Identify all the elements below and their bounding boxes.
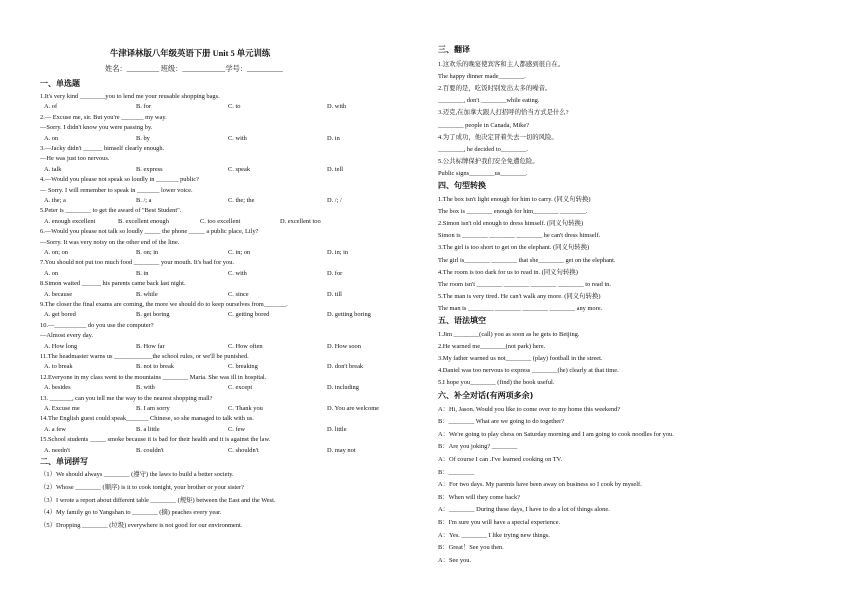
question-stem: 9.The closer the final exams are coming, the more we should do to keep ourselves from_______. — [40, 301, 288, 308]
question-stem: 7.You should not put too much food ________ your mouth. It's bad for you. — [40, 259, 234, 267]
answer-option: A. enough excellent — [44, 217, 96, 225]
spelling-item: （2）Whose ________ (顺序) is it to cook tonight, your brother or your sister? — [40, 483, 244, 491]
grammar-line: 4.Daniel was too nervous to express ________(he) clearly at that time. — [438, 367, 619, 375]
answer-option: C. since — [228, 290, 249, 298]
transformation-line: The room isn't ________ ________ ________ ________ to read in. — [438, 280, 611, 288]
question-stem: 13. _______, can you tell me the way to the nearest shopping mall? — [40, 394, 213, 402]
answer-option: C. to — [228, 103, 241, 111]
translation-line: Public signs________us________. — [438, 169, 528, 177]
answer-option: D. /; / — [327, 197, 342, 204]
answer-option: D. tell — [327, 165, 343, 173]
answer-option: B. in — [136, 269, 149, 277]
answer-option: C. shouldn't — [228, 446, 259, 454]
question-stem: —Sorry. It was very noisy on the other end of the line. — [40, 238, 180, 246]
dialogue-line: A：Of course I can .I've learned cooking on TV. — [438, 455, 563, 463]
question-stem: — Sorry. I will remember to speak in _______ lower voice. — [40, 186, 193, 194]
question-stem: 11.The headmaster warns us ____________the school rules, or we'll be punished. — [40, 353, 249, 360]
question-stem: 12.Everyone in my class went to the mountains ________ Maria. She was ill in hospital. — [40, 373, 267, 381]
answer-option: D. in; in — [327, 249, 349, 256]
answer-option: B. a little — [136, 425, 160, 433]
spelling-item: （4）My family go to Yangshan to ________ (摘) peaches every year. — [40, 509, 222, 517]
dialogue-line: B：Great！See you then. — [438, 544, 504, 552]
question-stem: 8.Simon waited ______ his parents came back last night. — [40, 280, 186, 288]
section-heading-transformation: 四、句型转换 — [438, 181, 486, 190]
answer-option: A. How long — [44, 342, 78, 350]
transformation-line: Simon is ________ ________ ________ he can't dress himself. — [438, 232, 601, 240]
translation-line: The happy dinner made________. — [438, 73, 526, 81]
answer-option: A. of — [44, 103, 58, 111]
question-stem: 3.—Jacky didn't ______ himself clearly enough. — [40, 145, 165, 152]
answer-option: B. How far — [136, 342, 165, 350]
answer-option: C. few — [228, 425, 246, 433]
translation-line: 4.为了成功，他决定冒着失去一切的风险。 — [438, 133, 558, 141]
worksheet-title: 牛津译林版八年级英语下册 Unit 5 单元训练 — [110, 49, 271, 58]
dialogue-line: A：Yes. ________ I like trying new things. — [438, 531, 550, 539]
translation-line: 2.百要的是，吃饭时别发出太多的噪音。 — [438, 85, 552, 93]
dialogue-line: B：I'm sure you will have a special experience. — [438, 518, 561, 526]
answer-option: C. with — [228, 269, 247, 277]
translation-line: 3.迈克,在加拿大跟人打招呼的恰当方式是什么? — [438, 109, 569, 117]
question-stem: 14.The English guest could speak_______ Chinese, so she managed to talk with us. — [40, 415, 254, 423]
answer-option: A. besides — [44, 384, 71, 392]
dialogue-line: A：See you. — [438, 556, 472, 564]
answer-option: D. for — [327, 269, 343, 277]
answer-option: B. by — [136, 134, 150, 142]
answer-option: D. don't break — [327, 363, 364, 371]
section-heading-grammar: 五、语法填空 — [438, 316, 486, 325]
section-heading-choice: 一、单选题 — [40, 79, 80, 88]
grammar-line: 5.I hope you________ (find) the book useful. — [438, 379, 555, 387]
question-stem: 5.Peter is ________ to get the award of "Best Student". — [40, 207, 182, 215]
question-stem: 6.—Would you please not talk so loudly _____ the phone _____ a public place, Lily? — [40, 228, 259, 236]
dialogue-line: A：________ During these days, I have to do a lot of things alone. — [438, 506, 610, 514]
answer-option: B. on; in — [136, 249, 159, 256]
answer-option: B. while — [136, 290, 158, 298]
answer-option: C. speak — [228, 165, 251, 173]
transformation-line: 3.The girl is too short to get on the elephant. (同义句转换) — [438, 244, 590, 252]
transformation-line: 2.Simon isn't old enough to dress himself. (同义句转换) — [438, 220, 584, 228]
translation-line: ________, he decided to________. — [438, 145, 528, 153]
answer-option: D. excellent too — [280, 217, 321, 225]
answer-option: A. talk — [44, 165, 62, 173]
answer-option: B. get boring — [136, 311, 170, 319]
transformation-line: The man is ________ ________ ________ ________ any more. — [438, 304, 603, 312]
transformation-line: 5.The man is very tired. He can't walk any more. (同义句转换) — [438, 292, 601, 300]
question-stem: 4.—Would you please not speak so loudly in _______ public? — [40, 176, 199, 184]
section-heading-dialogue: 六、补全对话(有两项多余) — [438, 390, 534, 400]
answer-option: A. on; on — [44, 249, 68, 256]
question-stem: 2.— Excuse me, sir. But you're _______ my way. — [40, 113, 167, 121]
answer-option: B. /; a — [136, 197, 152, 204]
translation-line: ________, don't ________while eating. — [438, 97, 540, 105]
answer-option: B. I am sorry — [136, 405, 170, 412]
dialogue-line: B：________ What are we going to do together? — [438, 418, 565, 426]
answer-option: D. including — [327, 384, 359, 392]
answer-option: C. too excellent — [200, 217, 241, 225]
answer-option: C. the; the — [228, 197, 255, 204]
translation-line: 5.公共标牌保护我们安全免遭危险。 — [438, 157, 539, 165]
answer-option: B. express — [136, 165, 163, 173]
answer-option: D. may not — [327, 446, 356, 454]
answer-option: A. Excuse me — [44, 405, 80, 412]
answer-option: A. to break — [44, 363, 73, 371]
answer-option: C. except — [228, 384, 253, 392]
dialogue-line: A：Hi, Jason. Would you like to come over to my home this weekend? — [438, 405, 621, 413]
answer-option: C. with — [228, 134, 247, 142]
dialogue-line: B：When will they come back? — [438, 493, 520, 501]
answer-option: B. couldn't — [136, 446, 164, 454]
spelling-item: （3）I wrote a report about different table ________ (规矩) between the East and the West. — [40, 496, 276, 504]
answer-option: C. Thank you — [228, 405, 263, 412]
dialogue-line: B：________ — [438, 468, 475, 476]
translation-line: 1.这欢乐的晚宴使宾客和主人都感到很自在。 — [438, 61, 565, 68]
dialogue-line: A：For two days. My parents have been away on business so I cook by myself. — [438, 481, 642, 489]
answer-option: D. You are welcome — [327, 405, 380, 412]
answer-option: D. getting boring — [327, 311, 371, 319]
question-stem: —He was just too nervous. — [40, 155, 110, 163]
question-stem: 1.It's very kind ________you to lend me your reusable shopping bags. — [40, 93, 220, 100]
answer-option: C. How often — [228, 342, 263, 350]
spelling-item: （5）Dropping ________ (垃圾) everywhere is not good for our environment. — [40, 522, 243, 530]
answer-option: D. little — [327, 425, 347, 433]
answer-option: A. the; a — [44, 197, 66, 204]
translation-line: ________ people in Canada, Mike? — [438, 121, 530, 129]
question-stem: 10.—__________ do you use the computer? — [40, 321, 154, 329]
question-stem: —Sorry. I didn't know you were passing by. — [40, 124, 153, 132]
transformation-line: 4.The room is too dark for us to read in. (同义句转换) — [438, 268, 578, 276]
answer-option: A. needn't — [44, 446, 70, 454]
grammar-line: 1.Jim ________(call) you as soon as he gets to Beijing. — [438, 331, 580, 338]
dialogue-line: A：We're going to play chess on Saturday morning and I am going to cook noodles for you. — [438, 430, 674, 438]
answer-option: A. on — [44, 134, 59, 142]
dialogue-line: B：Are you joking? ________ — [438, 443, 518, 451]
answer-option: A. a few — [44, 425, 66, 433]
grammar-line: 2.He warned me________(not park) here. — [438, 343, 546, 351]
question-stem: —Almost every day. — [40, 332, 94, 340]
answer-option: C. in; on — [228, 249, 251, 256]
student-info-line: 姓名：_________ 班级：____________学号：__________ — [105, 65, 283, 73]
grammar-line: 3.My father warned us not________ (play) football in the street. — [438, 355, 603, 363]
answer-option: D. in — [327, 134, 340, 142]
answer-option: B. excellent enough — [118, 217, 169, 225]
spelling-item: （1）We should always ________ (遵守) the laws to build a better society. — [40, 471, 234, 478]
section-heading-translation: 三、翻译 — [438, 45, 470, 54]
transformation-line: 1.The box isn't light enough for him to carry. (同义句转换) — [438, 196, 591, 203]
answer-option: A. on — [44, 269, 59, 277]
question-stem: 15.School students _____ smoke because it is bad for their health and it is against the law. — [40, 436, 271, 444]
answer-option: B. not to break — [136, 363, 174, 371]
answer-option: A. get bored — [44, 311, 76, 319]
answer-option: B. with — [136, 384, 155, 392]
transformation-line: The girl is________ ________ that she________ get on the elephant. — [438, 256, 616, 264]
answer-option: C. breaking — [228, 363, 258, 371]
answer-option: C. getting bored — [228, 311, 270, 319]
answer-option: D. till — [327, 290, 342, 298]
section-heading-spelling: 二、单词拼写 — [40, 457, 88, 466]
answer-option: A. because — [44, 290, 73, 298]
transformation-line: The box is ________ enough for him________ ________. — [438, 208, 588, 216]
answer-option: D. How soon — [327, 342, 361, 350]
answer-option: D. with — [327, 103, 347, 111]
answer-option: B. for — [136, 103, 151, 111]
